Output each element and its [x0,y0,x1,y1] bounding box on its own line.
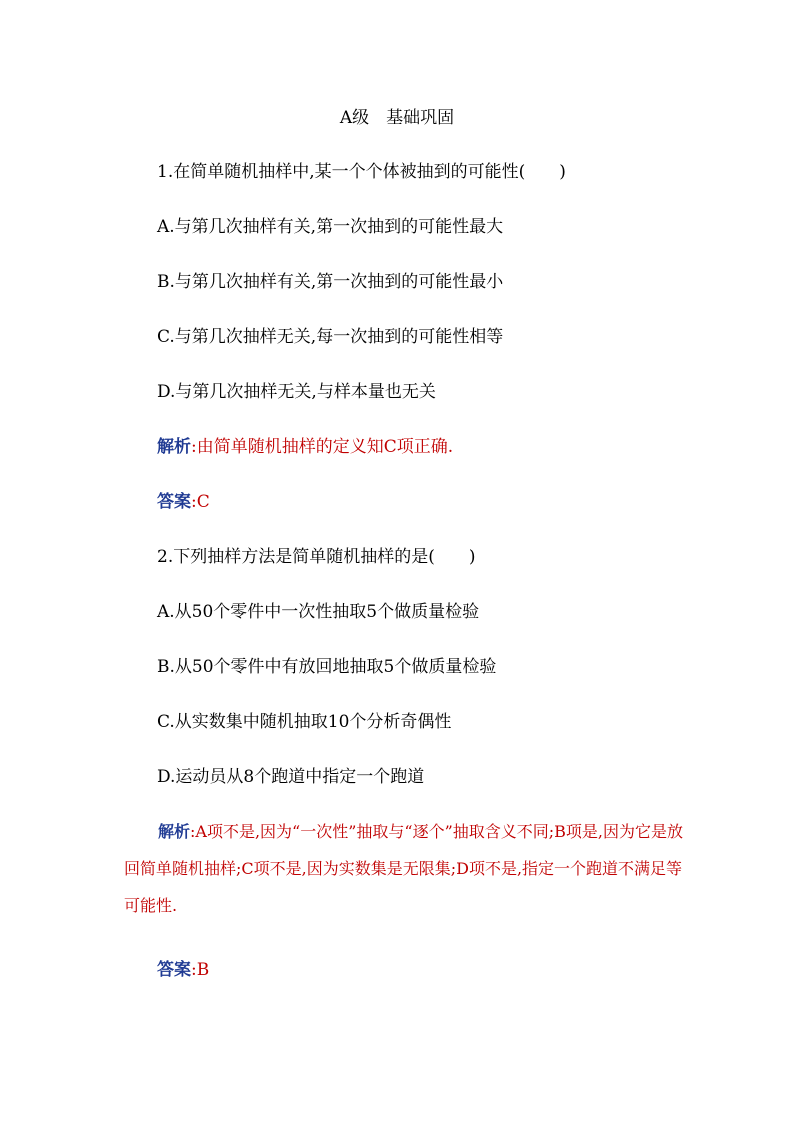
question-2-option-b: B.从50个零件中有放回地抽取5个做质量检验 [157,657,497,677]
question-1-option-b: B.与第几次抽样有关,第一次抽到的可能性最小 [157,272,504,292]
question-1-option-a: A.与第几次抽样有关,第一次抽到的可能性最大 [157,217,504,237]
analysis-text: :A项不是,因为“一次性”抽取与“逐个”抽取含义不同;B项是,因为它是放回简单随机抽样;C项不是,因为实数集是无限集;D项不是,指定一个跑道不满足等可能性. [124,822,684,915]
analysis-text: :由简单随机抽样的定义知C项正确. [191,437,454,457]
question-2-analysis [124,813,690,924]
answer-label: 答案 [157,960,191,980]
question-1-stem: 1.在简单随机抽样中,某一个个体被抽到的可能性( ) [157,162,566,182]
answer-label: 答案 [157,492,191,512]
answer-text: :B [191,960,210,980]
analysis-label: 解析 [157,437,191,457]
question-2-option-a: A.从50个零件中一次性抽取5个做质量检验 [157,602,480,622]
question-2-option-c: C.从实数集中随机抽取10个分析奇偶性 [157,712,452,732]
question-2-option-d: D.运动员从8个跑道中指定一个跑道 [157,767,425,787]
answer-text: :C [191,492,210,512]
question-1-analysis [157,435,453,459]
question-1-option-d: D.与第几次抽样无关,与样本量也无关 [157,382,436,402]
question-2-stem: 2.下列抽样方法是简单随机抽样的是( ) [157,547,476,567]
question-1-answer [157,490,210,514]
question-2-answer [157,958,209,982]
question-1-option-c: C.与第几次抽样无关,每一次抽到的可能性相等 [157,327,504,347]
analysis-label: 解析 [158,822,191,841]
section-heading: A级 基础巩固 [339,108,455,128]
